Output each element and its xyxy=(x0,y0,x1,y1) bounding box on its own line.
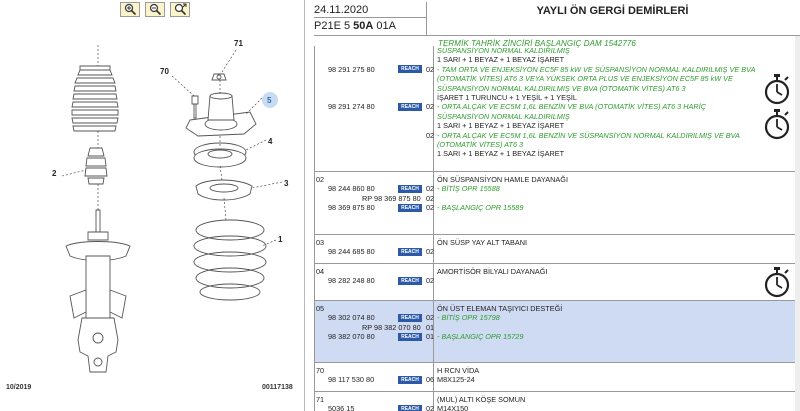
zoom-fit-button[interactable] xyxy=(170,2,190,17)
page-title: YAYLI ÖN GERGİ DEMİRLERİ xyxy=(426,2,798,36)
part-number[interactable]: 98 382 070 80 xyxy=(328,332,375,342)
part-number[interactable]: 98 244 860 80 xyxy=(328,184,375,194)
part-description: - TAM ORTA VE ENJEKSİYON EC5F 85 kW VE SÜSPANSİYON NORMAL KALDIRILMIŞ VE BVA xyxy=(437,64,756,74)
reach-badge: REACH xyxy=(398,376,422,384)
part-description: İŞARET 1 TURUNCU + 1 YEŞİL + 1 YEŞİL xyxy=(437,93,577,102)
column-divider xyxy=(314,363,315,391)
quantity: 01 xyxy=(426,322,435,332)
diagram-reference: 00117138 xyxy=(262,384,293,391)
part-number[interactable]: RP 98 369 875 80 xyxy=(362,193,421,203)
callout-highlight xyxy=(262,92,278,108)
diagram-date: 10/2019 xyxy=(6,384,32,391)
reach-badge: REACH xyxy=(398,204,422,212)
part-description: - BİTİŞ OPR 15798 xyxy=(437,313,500,323)
zoom-fit-icon xyxy=(174,3,187,16)
stopwatch-icon[interactable] xyxy=(763,108,791,140)
model-prefix: P21E 5 xyxy=(314,20,354,32)
quantity: 02 xyxy=(426,203,435,213)
part-description: (MUL) ALTI KÖŞE SOMUN xyxy=(437,395,526,404)
reach-badge: REACH xyxy=(398,333,422,341)
part-number[interactable]: 98 302 074 80 xyxy=(328,313,375,323)
part-description: - ORTA ALÇAK VE EC5M 1,6L BENZİN VE BVA (OTOMATİK VİTES) AT6 3 HARİÇ xyxy=(437,102,706,112)
part-number[interactable]: 98 291 274 80 xyxy=(328,102,375,112)
part-description: M14X150 xyxy=(437,404,469,411)
callout-71[interactable]: 71 xyxy=(234,39,243,48)
part-description: H RCN VİDA xyxy=(437,366,480,375)
part-description: SÜSPANSİYON NORMAL KALDIRILMIŞ VE BVA (OTOMATİK VİTES) AT6 3 xyxy=(437,83,686,93)
header-date: 24.11.2020 xyxy=(314,4,426,18)
callout-4[interactable]: 4 xyxy=(268,137,273,146)
part-description: SÜSPANSİYON NORMAL KALDIRILMIŞ xyxy=(437,111,570,121)
part-number[interactable]: 98 117 530 80 xyxy=(328,375,375,385)
quantity: 02 xyxy=(426,102,435,112)
quantity: 02 xyxy=(426,184,435,194)
reach-badge: REACH xyxy=(398,248,422,256)
parts-table xyxy=(314,37,800,411)
exploded-diagram-pane xyxy=(0,0,305,411)
callout-2[interactable]: 2 xyxy=(52,169,57,178)
part-number[interactable]: 98 244 685 80 xyxy=(328,247,375,257)
part-description: - ORTA ALÇAK VE EC5M 1,6L BENZİN VE SÜSPANSİYON NORMAL KALDIRILMIŞ VE BVA xyxy=(437,130,740,140)
quantity: 02 xyxy=(426,130,435,140)
callout-1[interactable]: 1 xyxy=(278,235,283,244)
table-row[interactable] xyxy=(314,300,795,362)
part-number[interactable]: 98 291 275 80 xyxy=(328,64,375,74)
part-description: - BAŞLANGIÇ OPR 15729 xyxy=(437,332,524,342)
scrollbar[interactable] xyxy=(795,36,800,411)
part-description: ÖN SÜSP YAY ALT TABANI xyxy=(437,238,528,247)
callout-3[interactable]: 3 xyxy=(284,179,289,188)
column-divider xyxy=(314,264,315,300)
quantity: 02 xyxy=(426,276,435,286)
part-number[interactable]: RP 98 382 070 80 xyxy=(362,322,421,332)
column-divider xyxy=(314,46,315,171)
table-row[interactable] xyxy=(314,391,795,411)
row-number: 04 xyxy=(316,267,325,276)
row-number: 03 xyxy=(316,238,325,247)
reach-badge: REACH xyxy=(398,65,422,73)
table-row[interactable] xyxy=(314,46,795,171)
quantity: 02 xyxy=(426,313,435,323)
part-description: 1 SARI + 1 BEYAZ + 1 BEYAZ İŞARET xyxy=(437,149,565,159)
part-description: ÖN SÜSPANSİYON HAMLE DAYANAĞI xyxy=(437,175,568,184)
part-description: (OTOMATİK VİTES) AT6 3 VEYA YÜKSEK ORTA PLUS VE ENJEKSİYON EC5F 85 kW VE xyxy=(437,74,733,84)
part-description: (OTOMATİK VİTES) AT6 3 xyxy=(437,140,524,149)
table-row[interactable] xyxy=(314,171,795,234)
reach-badge: REACH xyxy=(398,405,422,411)
part-description: SÜSPANSİYON NORMAL KALDIRILMIŞ xyxy=(437,46,570,55)
table-row[interactable] xyxy=(314,263,795,300)
column-divider xyxy=(314,392,315,411)
row-number: 05 xyxy=(316,304,325,313)
reach-badge: REACH xyxy=(398,103,422,111)
parts-list-pane xyxy=(314,0,800,411)
header-divider xyxy=(314,35,800,36)
reach-badge: REACH xyxy=(398,277,422,285)
zoom-out-button[interactable] xyxy=(145,2,165,17)
zoom-out-icon xyxy=(149,3,162,16)
zoom-in-icon xyxy=(124,3,137,16)
suspension-diagram[interactable] xyxy=(0,0,305,411)
quantity: 02 xyxy=(426,64,435,74)
part-number[interactable]: 5036 15 xyxy=(328,404,355,411)
part-description: - BAŞLANGIÇ OPR 15589 xyxy=(437,203,524,213)
row-number: 71 xyxy=(316,395,325,404)
stopwatch-icon[interactable] xyxy=(763,73,791,105)
part-description: - BİTİŞ OPR 15588 xyxy=(437,184,500,194)
table-row[interactable] xyxy=(314,362,795,391)
callout-5[interactable]: 5 xyxy=(267,96,272,105)
zoom-toolbar xyxy=(120,2,190,19)
part-description: ÖN ÜST ELEMAN TAŞIYICI DESTEĞİ xyxy=(437,304,563,313)
quantity: 02 xyxy=(426,193,435,203)
row-number: 70 xyxy=(316,366,325,375)
part-number[interactable]: 98 369 875 80 xyxy=(328,203,375,213)
callout-70[interactable]: 70 xyxy=(160,67,169,76)
reach-badge: REACH xyxy=(398,314,422,322)
model-suffix: 01A xyxy=(373,20,396,32)
reach-badge: REACH xyxy=(398,185,422,193)
model-bold: 50A xyxy=(353,20,374,32)
group-title: TERMİK TAHRİK ZİNCİRİ BAŞLANGIÇ DAM 1542776 xyxy=(438,39,636,48)
part-description: M8X125-24 xyxy=(437,375,475,385)
part-description: 1 SARI + 1 BEYAZ + 1 BEYAZ İŞARET xyxy=(437,121,565,131)
quantity: 02 xyxy=(426,404,435,411)
quantity: 01 xyxy=(426,332,435,342)
header-model xyxy=(314,20,396,32)
quantity: 02 xyxy=(426,247,435,257)
column-divider xyxy=(314,172,315,234)
stopwatch-icon[interactable] xyxy=(763,266,791,298)
part-number[interactable]: 98 282 248 80 xyxy=(328,276,375,286)
table-row[interactable] xyxy=(314,234,795,263)
zoom-in-button[interactable] xyxy=(120,2,140,17)
column-divider xyxy=(314,301,315,362)
part-description: AMORTİSÖR BİLYALI DAYANAĞI xyxy=(437,267,548,276)
row-number: 02 xyxy=(316,175,325,184)
quantity: 06 xyxy=(426,375,435,385)
column-divider xyxy=(314,235,315,263)
part-description: 1 SARI + 1 BEYAZ + 1 BEYAZ İŞARET xyxy=(437,55,565,65)
